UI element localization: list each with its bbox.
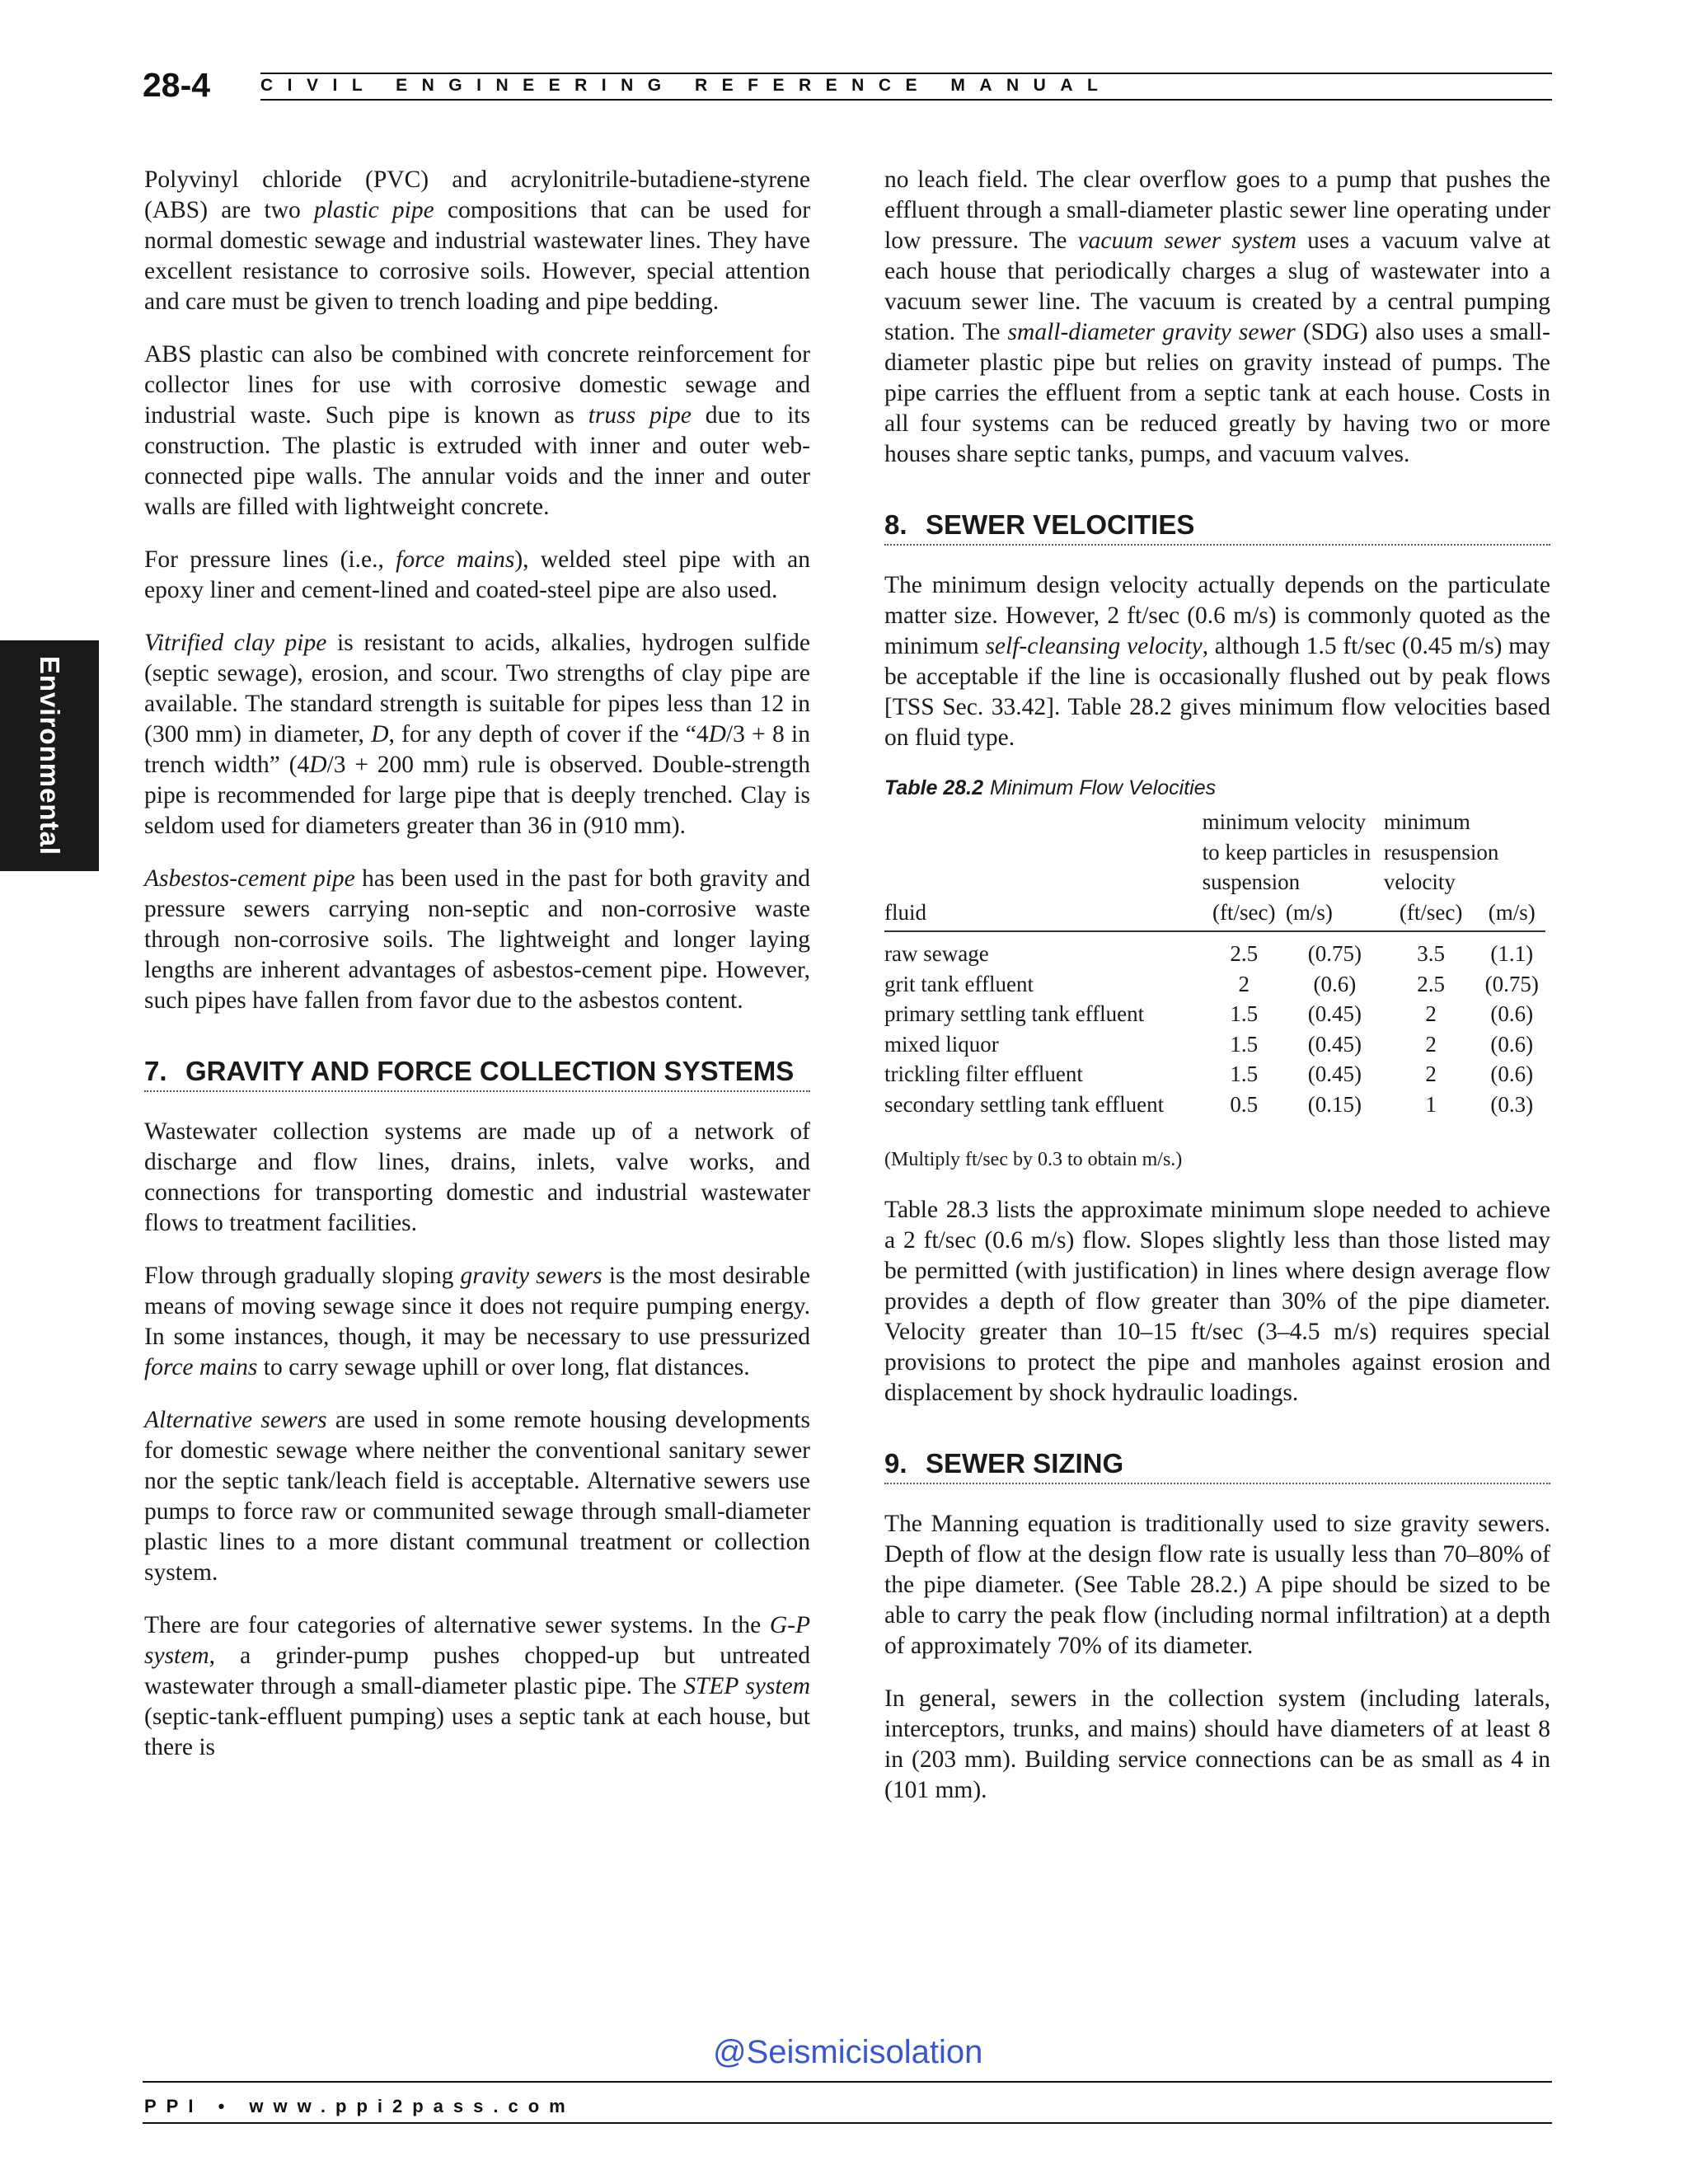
- velocity-cell: 2.5: [1417, 971, 1446, 996]
- section-title: GRAVITY AND FORCE COLLECTION SYSTEMS: [185, 1056, 795, 1086]
- continued-paragraphs: [884, 165, 1550, 470]
- page-header: [143, 66, 1552, 104]
- section-side-tab: [0, 640, 99, 871]
- text-run: due to its construction. The plastic is extruded with inner and outer web-connected pipe walls. The annular voids and the inner and outer walls are filled with lightweight concrete.: [144, 402, 810, 520]
- body-paragraph: [144, 1261, 810, 1383]
- velocity-cell: (0.3): [1490, 1091, 1534, 1117]
- velocity-cell: 1: [1425, 1091, 1437, 1117]
- italic-term: D: [309, 752, 327, 778]
- body-paragraph: [144, 1405, 810, 1588]
- velocity-cell: (1.1): [1490, 941, 1534, 966]
- italic-term: G-P system: [144, 1612, 810, 1669]
- body-paragraph: [144, 864, 810, 1016]
- intro-paragraphs: [144, 165, 810, 1016]
- text-run: The Manning equation is traditionally used to size gravity sewers. Depth of flow at the design flow rate is usually less than 70–80% of the pipe diameter. (See Table 28.2.) A pipe should be sized to be able to carry the peak flow (including normal infiltration) at a depth of approximately 70% of its diameter.: [884, 1511, 1550, 1659]
- velocity-cell: 2: [1425, 1001, 1437, 1026]
- velocity-cell: 0.5: [1230, 1091, 1259, 1117]
- velocity-cell: 2: [1238, 971, 1250, 996]
- body-paragraph: [144, 165, 810, 317]
- italic-term: small-diameter gravity sewer: [1007, 319, 1296, 345]
- text-run: to carry sewage uphill or over long, flat distances.: [257, 1354, 750, 1380]
- italic-term: plastic pipe: [314, 197, 434, 223]
- watermark: @Seismicisolation: [713, 2034, 983, 2070]
- text-run: Polyvinyl chloride (PVC) and acrylonitrile-butadiene-styrene (ABS) are two: [144, 166, 810, 223]
- italic-term: Alternative sewers: [144, 1407, 327, 1433]
- section-title: SEWER VELOCITIES: [926, 509, 1195, 540]
- table-row: [884, 969, 1545, 1000]
- footer-url: PPI • www.ppi2pass.com: [144, 2096, 575, 2116]
- header-rule-bottom: [260, 99, 1552, 101]
- italic-term: Asbestos-cement pipe: [144, 865, 355, 892]
- velocity-cell: 1.5: [1230, 1062, 1259, 1086]
- column-header-ms: (m/s): [1478, 898, 1545, 932]
- text-run: The minimum design velocity actually depends on the particulate matter size. However, 2 ft/sec (0.6 m/s) is commonly quoted as the minimum: [884, 572, 1550, 659]
- section-title: SEWER SIZING: [926, 1448, 1124, 1479]
- velocity-cell: 3.5: [1417, 941, 1446, 966]
- footer-rule-top: [143, 2081, 1552, 2083]
- section-9-paragraphs: [884, 1509, 1550, 1806]
- text-run: has been used in the past for both gravity and pressure sewers carrying non-septic and non-corrosive waste through non-corrosive soils. The lightweight and longer laying lengths are inherent advantages of asbestos-cement pipe. However, such pipes have fallen from favor due to the asbestos content.: [144, 865, 810, 1014]
- text-run: In general, sewers in the collection system (including laterals, interceptors, trunks, and mains) should have diameters of at least 8 in (203 mm). Building service connections can be as small as 4 in (101 mm).: [884, 1685, 1550, 1803]
- column-header-ms: (m/s): [1286, 898, 1384, 932]
- italic-term: STEP system: [683, 1673, 810, 1699]
- section-number: 8.: [884, 509, 907, 540]
- column-header-fluid: fluid: [884, 898, 1203, 932]
- section-number: 9.: [884, 1448, 907, 1479]
- table-note: (Multiply ft/sec by 0.3 to obtain m/s.): [884, 1149, 1183, 1170]
- body-paragraph: [144, 545, 810, 606]
- body-paragraph: [144, 628, 810, 841]
- italic-term: gravity sewers: [460, 1263, 603, 1289]
- text-run: Table 28.3 lists the approximate minimum slope needed to achieve a 2 ft/sec (0.6 m/s) flow. Slopes slightly less than those listed may be permitted (with justification) in lines where design average flow provides a depth of flow greater than 30% of the pipe diameter. Velocity greater than 10–15 ft/sec (3–4.5 m/s) requires special provisions to protect the pipe and manholes against erosion and displacement by shock hydraulic loadings.: [884, 1197, 1550, 1406]
- fluid-cell: mixed liquor: [884, 1031, 999, 1057]
- velocity-cell: (0.6): [1313, 971, 1357, 996]
- text-run: , although 1.5 ft/sec (0.45 m/s) may be acceptable if the line is occasionally flushed out by peak flows [TSS Sec. 33.42]. Table 28.2 gives minimum flow velocities based on fluid type.: [884, 633, 1551, 751]
- body-paragraph: [884, 1509, 1550, 1661]
- table-units-row: [884, 898, 1545, 932]
- text-run: Wastewater collection systems are made up of a network of discharge and flow lines, drains, inlets, valve works, and connections for transporting domestic and industrial wastewater flows to treatment facilities.: [144, 1118, 810, 1236]
- italic-term: D: [708, 721, 726, 748]
- fluid-cell: raw sewage: [884, 941, 989, 966]
- page-number: 28-4: [143, 66, 211, 104]
- table-row: [884, 1090, 1545, 1120]
- min-flow-velocities-table: [884, 807, 1545, 1119]
- section-number: 7.: [144, 1056, 167, 1086]
- velocity-cell: (0.45): [1307, 1031, 1362, 1057]
- text-run: , a grinder-pump pushes chopped-up but untreated wastewater through a small-diameter plastic pipe. The: [144, 1643, 810, 1699]
- text-run: (septic-tank-effluent pumping) uses a septic tank at each house, but there is: [144, 1704, 810, 1760]
- italic-term: vacuum sewer system: [1077, 227, 1297, 254]
- running-title: CIVIL ENGINEERING REFERENCE MANUAL: [260, 76, 1113, 95]
- section-7-heading: [144, 1056, 810, 1092]
- velocity-cell: 2: [1425, 1062, 1437, 1086]
- italic-term: D: [371, 721, 389, 748]
- body-paragraph: [144, 340, 810, 523]
- text-run: compositions that can be used for normal domestic sewage and industrial wastewater lines. They have excellent resistance to corrosive soils. However, special attention and care must be given to trench loading and pipe bedding.: [144, 197, 811, 315]
- table-row: [884, 1029, 1545, 1060]
- velocity-cell: (0.45): [1307, 1062, 1362, 1086]
- velocity-cell: (0.75): [1307, 941, 1362, 966]
- section-8-heading: [884, 509, 1550, 546]
- italic-term: self-cleansing velocity: [985, 633, 1203, 659]
- body-paragraph: [144, 1610, 810, 1763]
- table-caption: [884, 776, 1550, 800]
- table-caption-title: Minimum Flow Velocities: [989, 776, 1217, 799]
- section-8-paragraphs: [884, 570, 1550, 753]
- column-header-ftsec: (ft/sec): [1384, 898, 1479, 932]
- slope-paragraphs: [884, 1195, 1550, 1408]
- fluid-cell: trickling filter effluent: [884, 1062, 1083, 1086]
- velocity-cell: (0.15): [1307, 1091, 1362, 1117]
- section-9-heading: [884, 1448, 1550, 1484]
- fluid-cell: grit tank effluent: [884, 971, 1034, 996]
- text-run: no leach field. The clear overflow goes to a pump that pushes the effluent through a small-diameter plastic sewer line operating under low pressure. The: [884, 166, 1550, 254]
- italic-term: force mains: [396, 546, 515, 573]
- velocity-cell: 2.5: [1230, 941, 1259, 966]
- velocity-cell: 1.5: [1230, 1031, 1259, 1057]
- text-run: , for any depth of cover if the “4: [388, 721, 709, 748]
- table-group-header-row: [884, 807, 1545, 898]
- velocity-cell: 1.5: [1230, 1001, 1259, 1026]
- italic-term: Vitrified clay pipe: [144, 630, 327, 656]
- velocity-cell: (0.45): [1307, 1001, 1362, 1026]
- body-paragraph: [884, 1195, 1550, 1408]
- body-paragraph: [884, 165, 1550, 470]
- fluid-cell: secondary settling tank effluent: [884, 1091, 1165, 1117]
- italic-term: truss pipe: [588, 402, 692, 429]
- velocity-cell: (0.6): [1490, 1031, 1534, 1057]
- velocity-cell: (0.6): [1490, 1062, 1534, 1086]
- table-caption-label: Table 28.2: [884, 776, 983, 799]
- left-column: [144, 165, 810, 1785]
- text-run: ABS plastic can also be combined with concrete reinforcement for collector lines for use with corrosive domestic sewage and industrial waste. Such pipe is known as: [144, 341, 810, 429]
- velocity-cell: (0.6): [1490, 1001, 1534, 1026]
- table-row: [884, 1059, 1545, 1090]
- body-paragraph: [884, 1684, 1550, 1806]
- text-run: For pressure lines (i.e.,: [144, 546, 396, 573]
- right-column: [884, 165, 1550, 1828]
- group-header-resuspension: minimum resuspension velocity: [1383, 809, 1499, 894]
- text-run: (SDG) also uses a small-diameter plastic pipe but relies on gravity instead of pumps. The pipe carries the effluent from a septic tank at each house. Costs in all four systems can be reduced greatly by having two or more houses share septic tanks, pumps, and vacuum valves.: [884, 319, 1550, 467]
- body-paragraph: [884, 570, 1550, 753]
- group-header-suspension: minimum velocity to keep particles in suspension: [1202, 809, 1372, 894]
- section-7-paragraphs: [144, 1117, 810, 1763]
- italic-term: force mains: [144, 1354, 258, 1380]
- text-run: uses a vacuum valve at each house that periodically charges a slug of wastewater into a vacuum sewer line. The vacuum is created by a central pumping station. The: [884, 227, 1550, 345]
- table-row: [884, 931, 1545, 969]
- text-run: is resistant to acids, alkalies, hydrogen sulfide (septic sewage), erosion, and scour. Two strengths of clay pipe are available. The standard strength is suitable for pipes less than 12 in (300 mm) in diameter,: [144, 630, 810, 748]
- column-header-ftsec: (ft/sec): [1203, 898, 1286, 932]
- text-run: Flow through gradually sloping: [144, 1263, 461, 1289]
- header-rule-top: [260, 73, 1552, 74]
- text-run: are used in some remote housing developments for domestic sewage where neither the conventional sanitary sewer nor the septic tank/leach field is acceptable. Alternative sewers use pumps to force raw or communited sewage through small-diameter plastic lines to a more distant communal treatment or collection system.: [144, 1407, 810, 1586]
- text-run: is the most desirable means of moving sewage since it does not require pumping energy. In some instances, though, it may be necessary to use pressurized: [144, 1263, 810, 1350]
- text-run: ), welded steel pipe with an epoxy liner and cement-lined and coated-steel pipe are also used.: [144, 546, 811, 603]
- footer-rule-bottom: [143, 2122, 1552, 2124]
- side-tab-label: Environmental: [35, 655, 65, 856]
- velocity-cell: 2: [1425, 1031, 1437, 1057]
- table-row: [884, 999, 1545, 1029]
- text-run: There are four categories of alternative sewer systems. In the: [144, 1612, 770, 1638]
- fluid-cell: primary settling tank effluent: [884, 1001, 1145, 1026]
- text-run: /3 + 8 in trench width” (4: [144, 721, 810, 778]
- body-paragraph: [144, 1117, 810, 1239]
- velocity-cell: (0.75): [1484, 971, 1539, 996]
- text-run: /3 + 200 mm) rule is observed. Double-strength pipe is recommended for large pipe that is deeply trenched. Clay is seldom used for diameters greater than 36 in (910 mm).: [144, 752, 810, 839]
